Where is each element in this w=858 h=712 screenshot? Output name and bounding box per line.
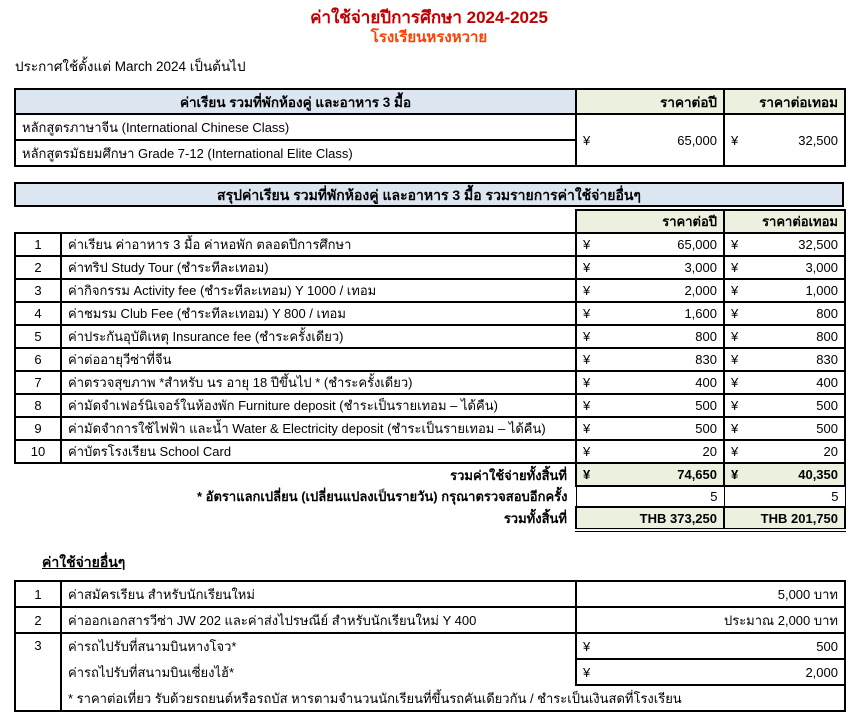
yen-symbol: ¥ (731, 352, 739, 367)
row-number: 1 (15, 233, 61, 256)
exchange-rate-per-year: 5 (576, 486, 724, 507)
total-per-term-amount: 40,350 (798, 467, 838, 482)
per-term-amount: 32,500 (798, 237, 838, 252)
per-year-cell (576, 371, 724, 394)
fee-description: ค่าชมรม Club Fee (ชำระทีละเทอม) Y 800 / เทอม (61, 302, 576, 325)
per-year-amount: 65,000 (677, 237, 717, 252)
per-year-amount: 830 (695, 352, 717, 367)
program-name: หลักสูตรมัธยมศึกษา Grade 7-12 (International Elite Class) (15, 140, 576, 166)
per-year-amount: 500 (695, 421, 717, 436)
per-year-amount: 3,000 (684, 260, 717, 275)
yen-symbol: ¥ (583, 306, 591, 321)
per-year-amount: 1,600 (684, 306, 717, 321)
total-label: รวมค่าใช้จ่ายทั้งสิ้นที่ (15, 463, 576, 486)
per-term-amount: 500 (816, 421, 838, 436)
per-year-cell (576, 279, 724, 302)
per-term-cell (724, 325, 845, 348)
per-term-cell (724, 233, 845, 256)
yen-symbol: ¥ (583, 132, 591, 148)
fee-value: ประมาณ 2,000 บาท (576, 607, 845, 633)
fee-description: ค่ามัดจำเฟอร์นิเจอร์ในห้องพัก Furniture deposit (ชำระเป็นรายเทอม – ได้คืน) (61, 394, 576, 417)
tuition-per-term-cell (724, 114, 845, 166)
table-row (15, 607, 845, 633)
per-year-cell (576, 233, 724, 256)
summary-table-header: สรุปค่าเรียน รวมที่พักห้องคู่ และอาหาร 3 มื้อ รวมรายการค่าใช้จ่ายอื่นๆ (14, 182, 844, 207)
per-term-cell (724, 417, 845, 440)
tuition-table (14, 88, 846, 167)
total-per-year-cell (576, 463, 724, 486)
fee-description: ค่าทริป Study Tour (ชำระทีละเทอม) (61, 256, 576, 279)
per-term-cell (724, 394, 845, 417)
exchange-rate-row (15, 486, 845, 507)
per-term-amount: 400 (816, 375, 838, 390)
row-number: 2 (15, 607, 61, 633)
per-year-cell (576, 394, 724, 417)
yen-symbol: ¥ (731, 132, 739, 148)
per-term-cell (724, 256, 845, 279)
table-row (15, 114, 845, 140)
yen-symbol: ¥ (731, 398, 739, 413)
fee-description: ค่าต่ออายุวีซ่าที่จีน (61, 348, 576, 371)
row-number: 9 (15, 417, 61, 440)
tuition-per-year-amount: 65,000 (677, 132, 717, 148)
other-fees-heading: ค่าใช้จ่ายอื่นๆ (42, 554, 126, 570)
total-row (15, 463, 845, 486)
per-year-amount: 400 (695, 375, 717, 390)
summary-subheader-row (15, 210, 845, 233)
transfer-fee-cell (576, 633, 845, 659)
fee-description: ค่าบัตรโรงเรียน School Card (61, 440, 576, 463)
yen-symbol: ¥ (731, 444, 739, 459)
table-row (15, 325, 845, 348)
table-row (15, 279, 845, 302)
per-term-column-header: ราคาต่อเทอม (724, 89, 845, 114)
per-year-amount: 800 (695, 329, 717, 344)
yen-symbol: ¥ (731, 283, 739, 298)
fee-description: ค่าสมัครเรียน สำหรับนักเรียนใหม่ (61, 581, 576, 607)
airport-transfer-row-shanghai (15, 659, 845, 685)
per-year-cell (576, 440, 724, 463)
tuition-header-row (15, 89, 845, 114)
row-number: 6 (15, 348, 61, 371)
table-row (15, 371, 845, 394)
table-row (15, 233, 845, 256)
per-term-amount: 830 (816, 352, 838, 367)
summary-table (14, 209, 846, 532)
yen-symbol: ¥ (731, 467, 739, 482)
grand-total-per-term: THB 201,750 (724, 507, 845, 530)
yen-symbol: ¥ (583, 664, 591, 680)
tuition-per-term-amount: 32,500 (798, 132, 838, 148)
program-name: หลักสูตรภาษาจีน (International Chinese Class) (15, 114, 576, 140)
yen-symbol: ¥ (583, 283, 591, 298)
fee-description: ค่าเรียน ค่าอาหาร 3 มื้อ ค่าหอพัก ตลอดปีการศึกษา (61, 233, 576, 256)
per-term-amount: 20 (823, 444, 838, 459)
table-row (15, 440, 845, 463)
yen-symbol: ¥ (731, 306, 739, 321)
page-title: ค่าใช้จ่ายปีการศึกษา 2024-2025 (310, 8, 548, 27)
fee-description: ค่าตรวจสุขภาพ *สำหรับ นร อายุ 18 ปีขึ้นไป * (ชำระครั้งเดียว) (61, 371, 576, 394)
fee-description: ค่ารถไปรับที่สนามบินเซี่ยงไฮ้* (61, 659, 576, 685)
per-year-amount: 500 (695, 398, 717, 413)
fee-description: ค่ารถไปรับที่สนามบินหางโจว* (61, 633, 576, 659)
per-year-column-header: ราคาต่อปี (576, 89, 724, 114)
transfer-note: * ราคาต่อเที่ยว รับด้วยรถยนต์หรือรถบัส หารตามจำนวนนักเรียนที่ขึ้นรถคันเดียวกัน / ชำระเป็นเงินสดที่โรงเรียน (61, 685, 845, 711)
yen-symbol: ¥ (731, 237, 739, 252)
per-year-cell (576, 348, 724, 371)
per-term-amount: 1,000 (805, 283, 838, 298)
per-year-amount: 2,000 (684, 283, 717, 298)
per-term-cell (724, 279, 845, 302)
transfer-note-row (15, 685, 845, 711)
row-number: 2 (15, 256, 61, 279)
per-term-amount: 800 (816, 329, 838, 344)
yen-symbol: ¥ (583, 638, 591, 654)
per-year-cell (576, 325, 724, 348)
yen-symbol: ¥ (731, 375, 739, 390)
exchange-rate-label: * อัตราแลกเปลี่ยน (เปลี่ยนแปลงเป็นรายวัน) กรุณาตรวจสอบอีกครั้ง (15, 486, 576, 507)
per-year-column-header: ราคาต่อปี (576, 210, 724, 233)
yen-symbol: ¥ (583, 421, 591, 436)
yen-symbol: ¥ (583, 375, 591, 390)
per-term-cell (724, 302, 845, 325)
row-number: 1 (15, 581, 61, 607)
table-row (15, 256, 845, 279)
fee-description: ค่ามัดจำการใช้ไฟฟ้า และน้ำ Water & Electricity deposit (ชำระเป็นรายเทอม – ได้คืน) (61, 417, 576, 440)
per-year-cell (576, 302, 724, 325)
other-fees-table (14, 580, 846, 712)
yen-symbol: ¥ (583, 398, 591, 413)
per-year-cell (576, 417, 724, 440)
table-row (15, 417, 845, 440)
yen-symbol: ¥ (583, 467, 591, 482)
yen-symbol: ¥ (583, 444, 591, 459)
row-number: 8 (15, 394, 61, 417)
row-number: 7 (15, 371, 61, 394)
per-year-cell (576, 256, 724, 279)
per-term-cell (724, 440, 845, 463)
per-term-cell (724, 348, 845, 371)
yen-symbol: ¥ (583, 352, 591, 367)
yen-symbol: ¥ (583, 329, 591, 344)
grand-total-label: รวมทั้งสิ้นที่ (15, 507, 576, 530)
table-row (15, 348, 845, 371)
yen-symbol: ¥ (583, 260, 591, 275)
fee-announcement-document (0, 8, 858, 708)
transfer-fee-cell (576, 659, 845, 685)
per-term-column-header: ราคาต่อเทอม (724, 210, 845, 233)
school-name: โรงเรียนหรงหวาย (370, 29, 488, 46)
table-row (15, 394, 845, 417)
yen-symbol: ¥ (731, 421, 739, 436)
yen-symbol: ¥ (731, 260, 739, 275)
exchange-rate-per-term: 5 (724, 486, 845, 507)
total-per-year-amount: 74,650 (677, 467, 717, 482)
per-term-amount: 500 (816, 398, 838, 413)
fee-value: 5,000 บาท (576, 581, 845, 607)
per-term-cell (724, 371, 845, 394)
fee-description: ค่าออกเอกสารวีซ่า JW 202 และค่าส่งไปรษณีย์ สำหรับนักเรียนใหม่ Y 400 (61, 607, 576, 633)
airport-transfer-row-hangzhou (15, 633, 845, 659)
fee-description: ค่ากิจกรรม Activity fee (ชำระทีละเทอม) Y 1000 / เทอม (61, 279, 576, 302)
row-number: 10 (15, 440, 61, 463)
transfer-fee-amount: 500 (816, 638, 838, 654)
row-number: 3 (15, 279, 61, 302)
table-row (15, 581, 845, 607)
effective-date-note: ประกาศใช้ตั้งแต่ March 2024 เป็นต้นไป (15, 59, 246, 74)
subheader-spacer (15, 210, 576, 233)
row-number: 5 (15, 325, 61, 348)
per-term-amount: 800 (816, 306, 838, 321)
grand-total-per-year: THB 373,250 (576, 507, 724, 530)
total-per-term-cell (724, 463, 845, 486)
row-number: 3 (15, 633, 61, 711)
row-number: 4 (15, 302, 61, 325)
table-row (15, 302, 845, 325)
grand-total-row (15, 507, 845, 530)
yen-symbol: ¥ (583, 237, 591, 252)
tuition-header: ค่าเรียน รวมที่พักห้องคู่ และอาหาร 3 มื้อ (15, 89, 576, 114)
tuition-per-year-cell (576, 114, 724, 166)
per-term-amount: 3,000 (805, 260, 838, 275)
transfer-fee-amount: 2,000 (805, 664, 838, 680)
fee-description: ค่าประกันอุบัติเหตุ Insurance fee (ชำระครั้งเดียว) (61, 325, 576, 348)
yen-symbol: ¥ (731, 329, 739, 344)
per-year-amount: 20 (702, 444, 717, 459)
